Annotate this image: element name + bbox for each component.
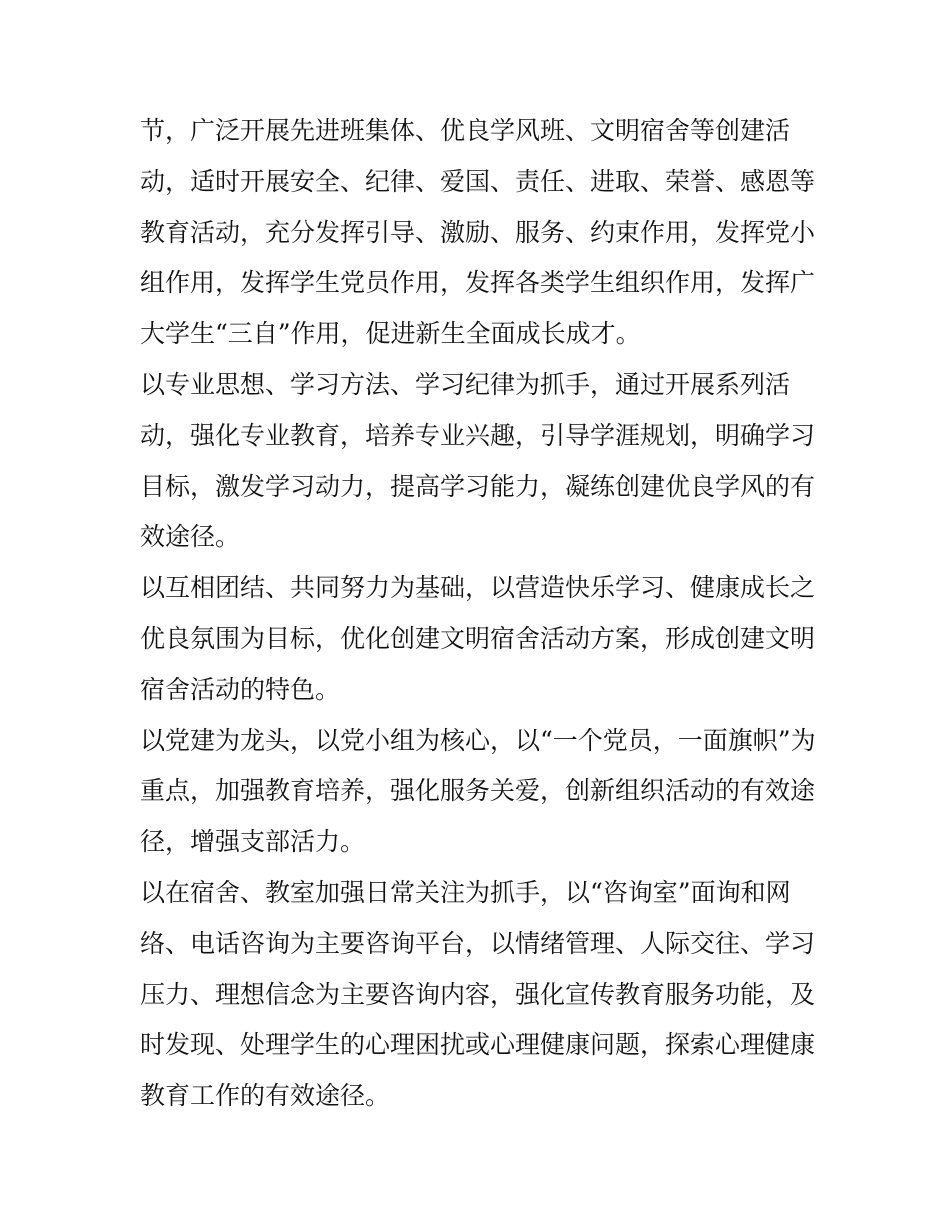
text-line: 重点，加强教育培养，强化服务关爱，创新组织活动的有效途 bbox=[140, 776, 816, 806]
text-line: 动，强化专业教育，培养专业兴趣，引导学涯规划，明确学习 bbox=[140, 420, 816, 450]
text-line: 时发现、处理学生的心理困扰或心理健康问题，探索心理健康 bbox=[140, 1030, 816, 1060]
text-line: 节，广泛开展先进班集体、优良学风班、文明宿舍等创建活 bbox=[140, 116, 791, 145]
text-line: 以党建为龙头，以党小组为核心，以“一个党员，一面旗帜”为 bbox=[140, 725, 816, 755]
text-line: 以在宿舍、教室加强日常关注为抓手，以“咨询室”面询和网 bbox=[140, 877, 791, 907]
text-line: 组作用，发挥学生党员作用，发挥各类学生组织作用，发挥广 bbox=[140, 268, 816, 298]
text-line: 效途径。 bbox=[140, 522, 241, 552]
text-line: 动，适时开展安全、纪律、爱国、责任、进取、荣誉、感恩等 bbox=[140, 166, 816, 196]
text-line: 压力、理想信念为主要咨询内容，强化宣传教育服务功能，及 bbox=[140, 979, 816, 1009]
text-line: 大学生“三自”作用，促进新生全面成长成才。 bbox=[140, 319, 641, 349]
text-line: 优良氛围为目标，优化创建文明宿舍活动方案，形成创建文明 bbox=[140, 623, 816, 653]
text-line: 络、电话咨询为主要咨询平台，以情绪管理、人际交往、学习 bbox=[140, 928, 816, 958]
document-body bbox=[140, 106, 816, 1122]
text-line: 以专业思想、学习方法、学习纪律为抓手，通过开展系列活 bbox=[140, 369, 791, 399]
text-line: 教育工作的有效途径。 bbox=[140, 1081, 391, 1111]
text-line: 目标，激发学习动力，提高学习能力，凝练创建优良学风的有 bbox=[140, 471, 816, 501]
text-line: 以互相团结、共同努力为基础，以营造快乐学习、健康成长之 bbox=[140, 573, 816, 603]
text-line: 径，增强支部活力。 bbox=[140, 827, 366, 857]
text-line: 教育活动，充分发挥引导、激励、服务、约束作用，发挥党小 bbox=[140, 217, 816, 247]
text-line: 宿舍活动的特色。 bbox=[140, 674, 341, 704]
